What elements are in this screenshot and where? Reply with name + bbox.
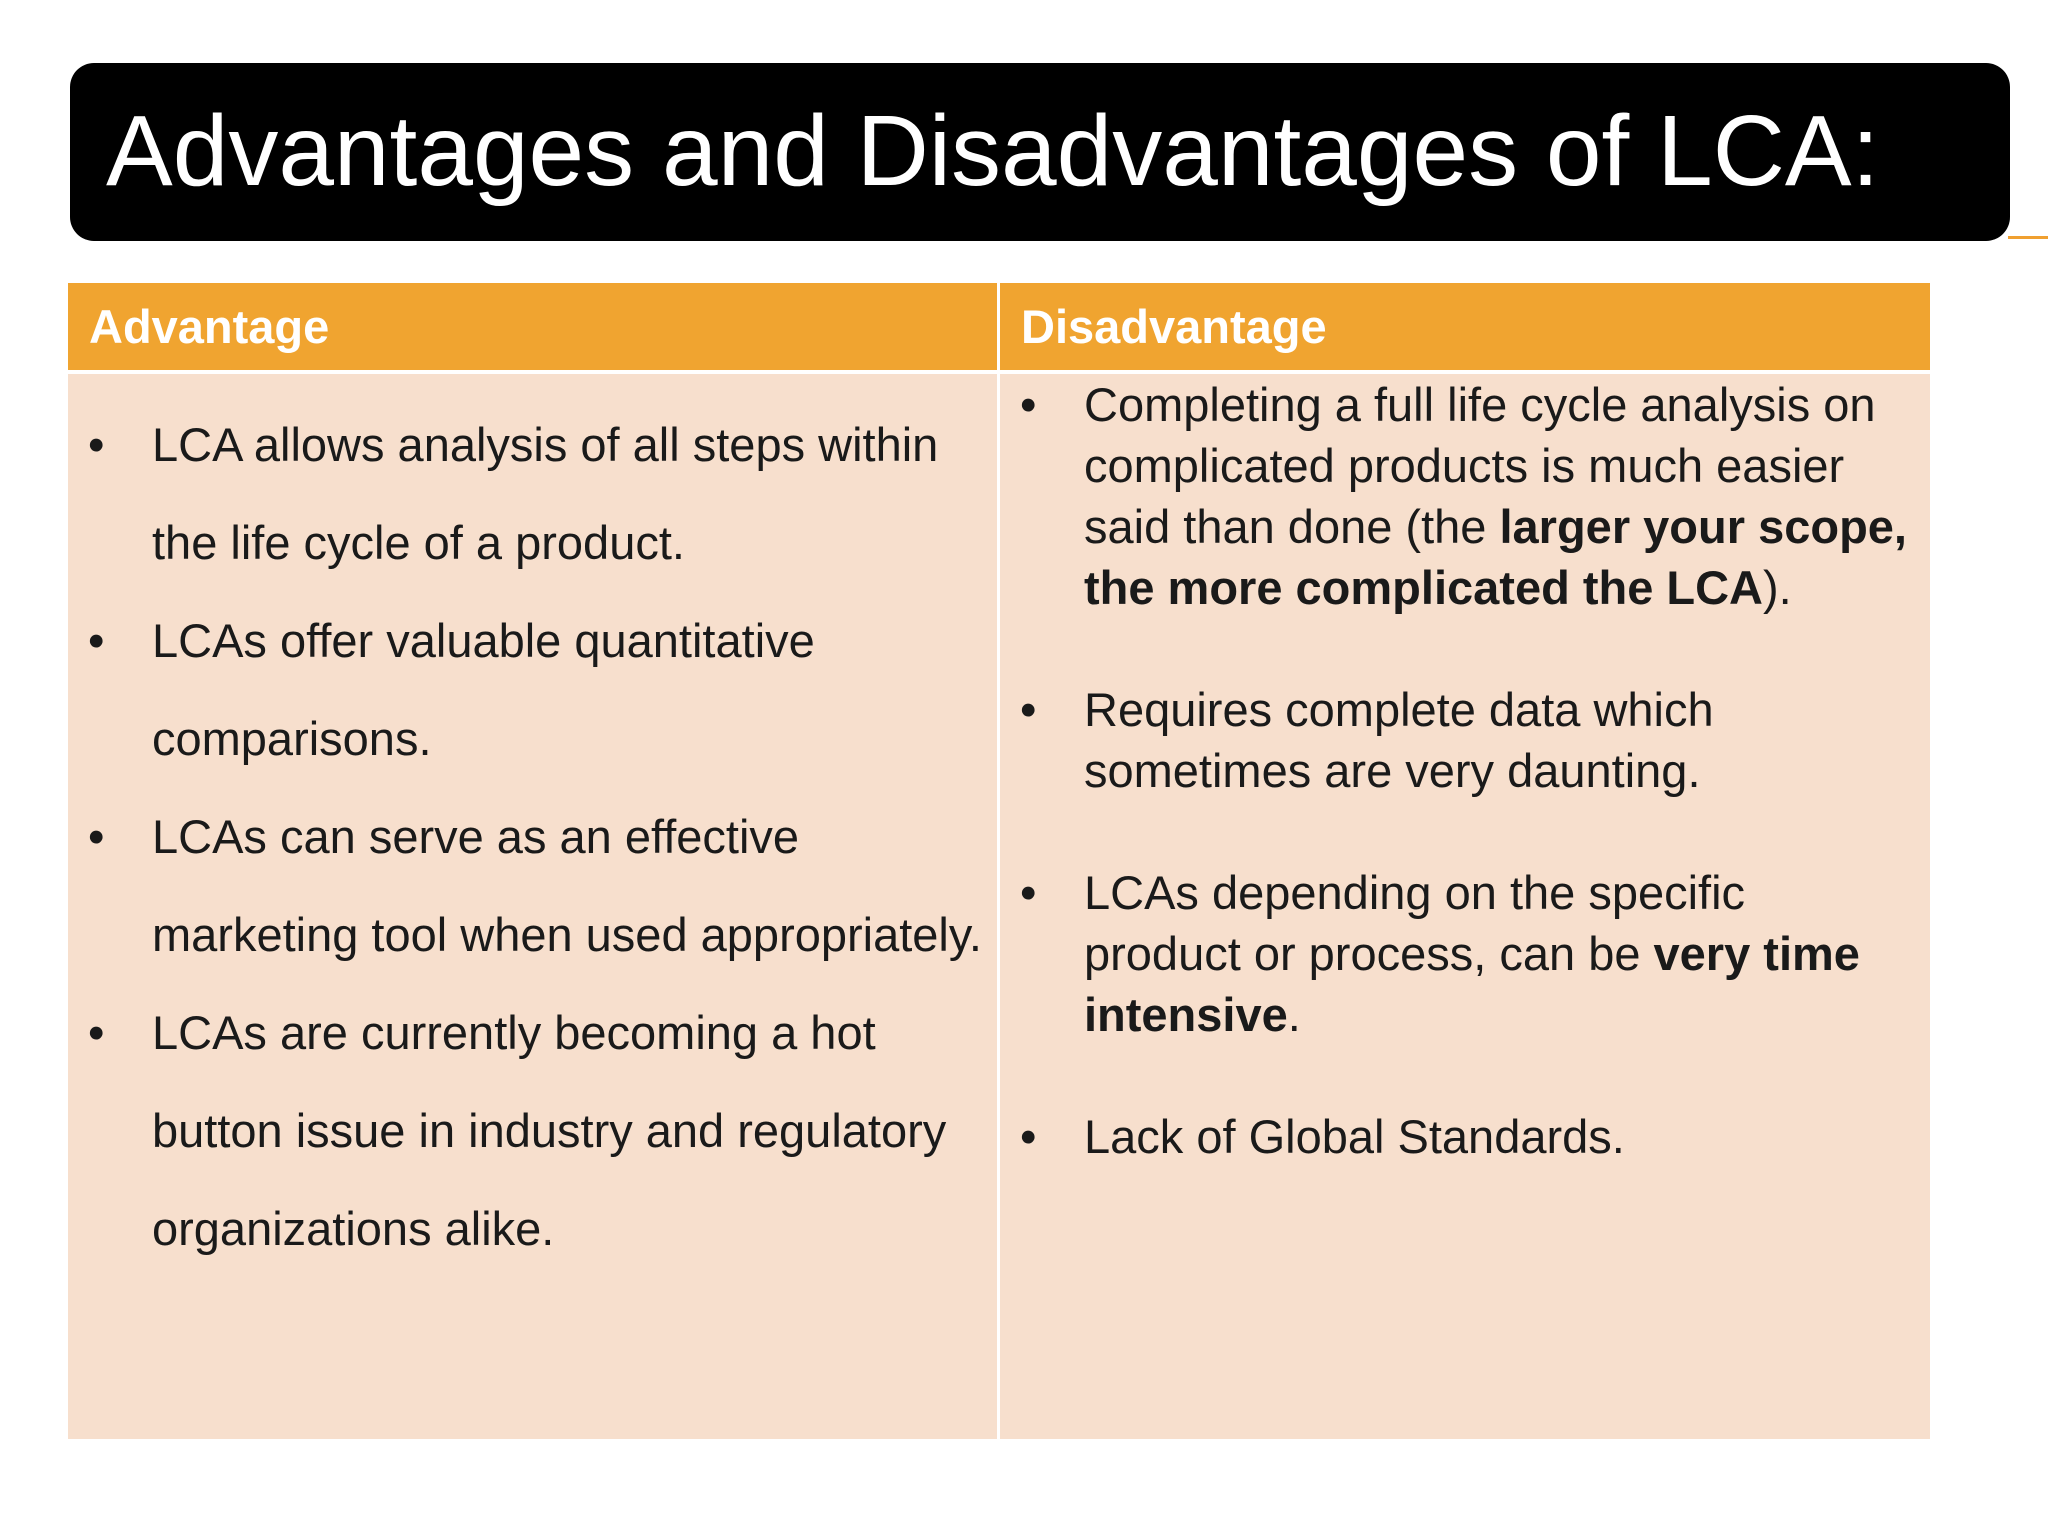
header-advantage: Advantage: [68, 283, 997, 370]
list-item: [88, 984, 982, 1278]
title-bar: [70, 63, 2010, 241]
header-disadvantage: Disadvantage: [1000, 283, 1930, 370]
disadvantage-emphasis: very time intensive: [1084, 927, 1860, 1041]
disadvantages-cell: [1000, 374, 1930, 1439]
disadvantage-text: LCAs depending on the specific product or process, can be: [1084, 866, 1746, 980]
disadvantage-text-end: ).: [1763, 561, 1792, 614]
list-item: [1020, 1106, 1914, 1167]
disadvantage-emphasis: larger your scope, the more complicated the LCA: [1084, 500, 1907, 614]
advantage-text: LCAs can serve as an effective marketing tool when used appropriately.: [152, 810, 982, 961]
advantage-text: LCAs are currently becoming a hot button issue in industry and regulatory organizations alike.: [152, 1006, 947, 1255]
bullet-icon: •: [1020, 1110, 1037, 1163]
disadvantage-text-end: .: [1287, 988, 1301, 1041]
disadvantage-text: Lack of Global Standards.: [1084, 1110, 1625, 1163]
comparison-table: [68, 283, 1930, 1439]
bullet-icon: •: [88, 810, 105, 863]
advantage-text: LCA allows analysis of all steps within the life cycle of a product.: [152, 418, 939, 569]
bullet-icon: •: [88, 614, 105, 667]
list-item: [1020, 862, 1914, 1045]
disadvantages-list: [1020, 374, 1914, 1167]
disadvantage-text: Completing a full life cycle analysis on complicated products is much easier said than done (the: [1084, 378, 1876, 553]
disadvantage-text: Requires complete data which sometimes are very daunting.: [1084, 683, 1714, 797]
advantages-cell: [68, 374, 997, 1439]
accent-line: [2008, 236, 2048, 239]
advantage-text: LCAs offer valuable quantitative comparisons.: [152, 614, 815, 765]
list-item: [88, 396, 982, 592]
advantages-list: [88, 396, 982, 1278]
list-item: [1020, 374, 1914, 618]
slide-title: Advantages and Disadvantages of LCA:: [106, 95, 1880, 207]
bullet-icon: •: [1020, 378, 1037, 431]
bullet-icon: •: [1020, 683, 1037, 736]
list-item: [1020, 679, 1914, 801]
bullet-icon: •: [88, 418, 105, 471]
list-item: [88, 788, 982, 984]
bullet-icon: •: [88, 1006, 105, 1059]
bullet-icon: •: [1020, 866, 1037, 919]
list-item: [88, 592, 982, 788]
